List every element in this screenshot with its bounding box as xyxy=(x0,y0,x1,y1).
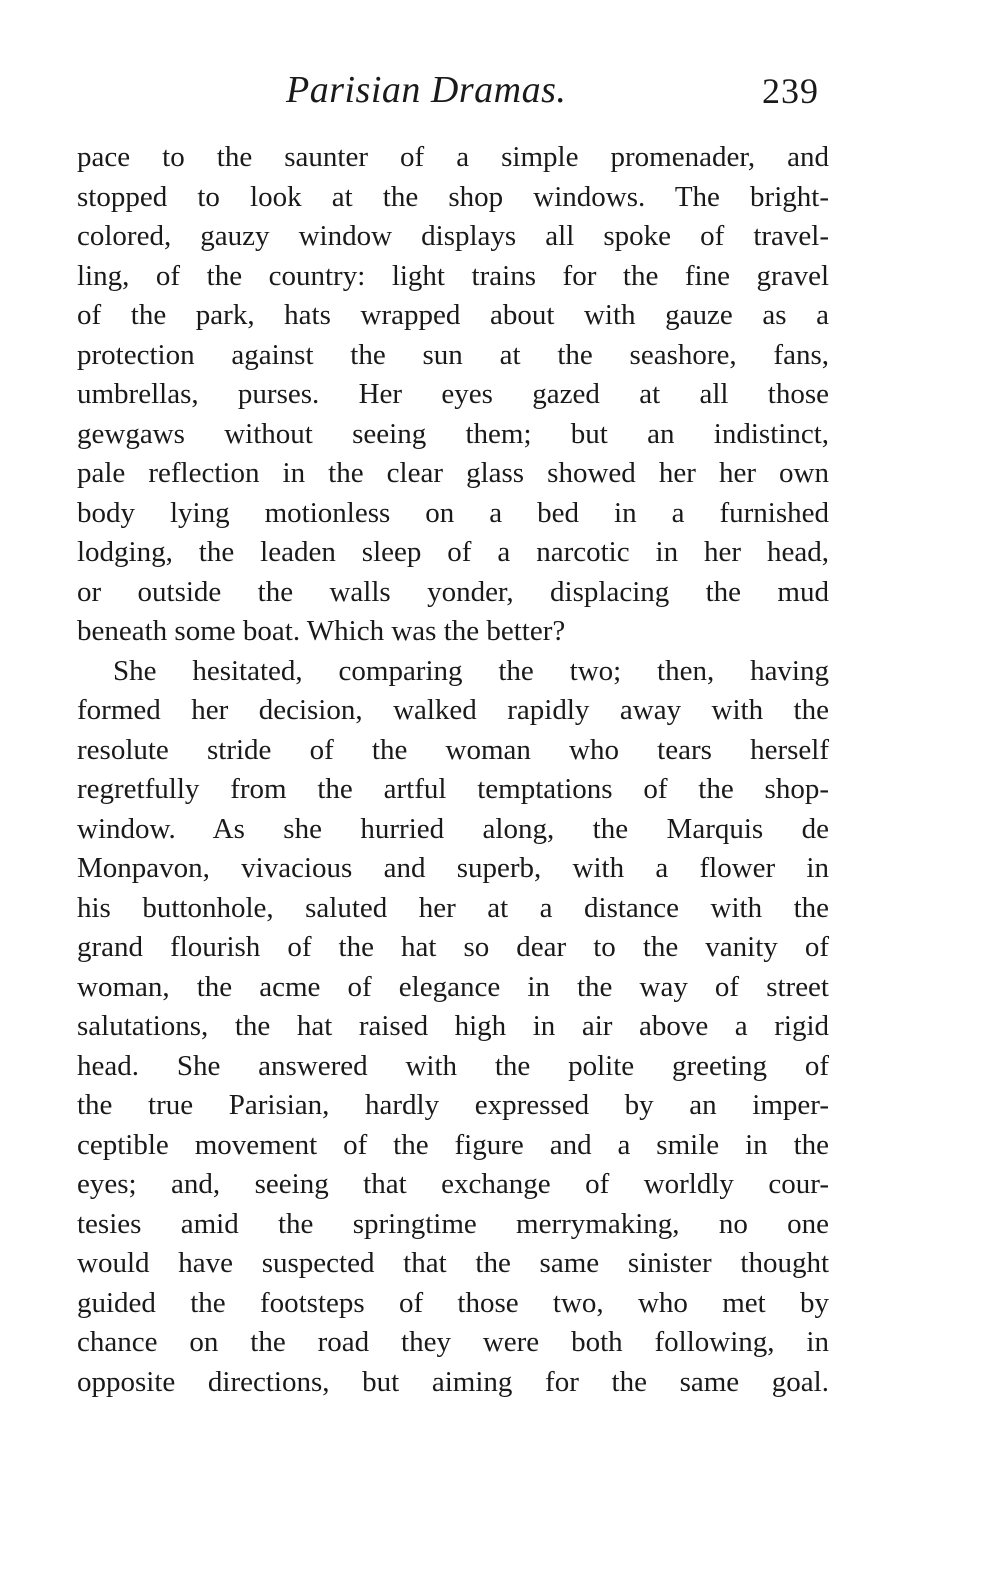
text-line: opposite directions, but aiming for the same goal. xyxy=(77,1365,829,1398)
paragraph-1 xyxy=(77,138,829,652)
text-line: head. She answered with the polite greeting of xyxy=(77,1049,829,1082)
text-line: beneath some boat. Which was the better? xyxy=(77,615,566,647)
text-line: the true Parisian, hardly expressed by an imper- xyxy=(77,1089,829,1121)
text-line: regretfully from the artful temptations of the shop- xyxy=(77,773,829,805)
paragraph-2 xyxy=(77,652,829,1403)
text-line: window. As she hurried along, the Marquis de xyxy=(77,812,829,845)
text-line: eyes; and, seeing that exchange of worldly cour- xyxy=(77,1168,829,1200)
running-title: Parisian Dramas. xyxy=(286,69,567,111)
text-line: lodging, the leaden sleep of a narcotic in her head, xyxy=(77,536,829,568)
text-line: resolute stride of the woman who tears herself xyxy=(77,733,829,766)
text-line: his buttonhole, saluted her at a distance with the xyxy=(77,891,829,924)
text-line: pale reflection in the clear glass showed her her own xyxy=(77,457,829,489)
text-line: or outside the walls yonder, displacing the mud xyxy=(77,575,829,608)
text-line: colored, gauzy window displays all spoke of travel- xyxy=(77,220,829,252)
text-line: protection against the sun at the seashore, fans, xyxy=(77,338,829,371)
text-line: salutations, the hat raised high in air above a rigid xyxy=(77,1010,829,1042)
text-line: formed her decision, walked rapidly away with the xyxy=(77,694,829,726)
text-line: ling, of the country: light trains for the fine gravel xyxy=(77,259,829,292)
text-line: body lying motionless on a bed in a furnished xyxy=(77,496,829,529)
text-line: stopped to look at the shop windows. The bright- xyxy=(77,180,829,213)
text-line: umbrellas, purses. Her eyes gazed at all those xyxy=(77,378,829,410)
page-number: 239 xyxy=(762,71,819,111)
text-line: She hesitated, comparing the two; then, having xyxy=(113,654,829,687)
text-line: tesies amid the springtime merrymaking, no one xyxy=(77,1207,829,1240)
text-line: would have suspected that the same sinister thought xyxy=(77,1247,829,1279)
text-line: of the park, hats wrapped about with gauze as a xyxy=(77,299,829,331)
book-page xyxy=(77,0,829,1595)
text-line: woman, the acme of elegance in the way of street xyxy=(77,970,829,1003)
body-text xyxy=(77,138,829,1402)
text-line: ceptible movement of the figure and a smile in the xyxy=(77,1128,829,1161)
text-line: chance on the road they were both following, in xyxy=(77,1326,829,1358)
running-head xyxy=(77,68,829,118)
text-line: gewgaws without seeing them; but an indistinct, xyxy=(77,417,829,450)
text-line: guided the footsteps of those two, who met by xyxy=(77,1286,829,1319)
text-line: grand flourish of the hat so dear to the vanity of xyxy=(77,931,829,963)
text-line: pace to the saunter of a simple promenader, and xyxy=(77,141,829,173)
text-line: Monpavon, vivacious and superb, with a flower in xyxy=(77,852,829,884)
